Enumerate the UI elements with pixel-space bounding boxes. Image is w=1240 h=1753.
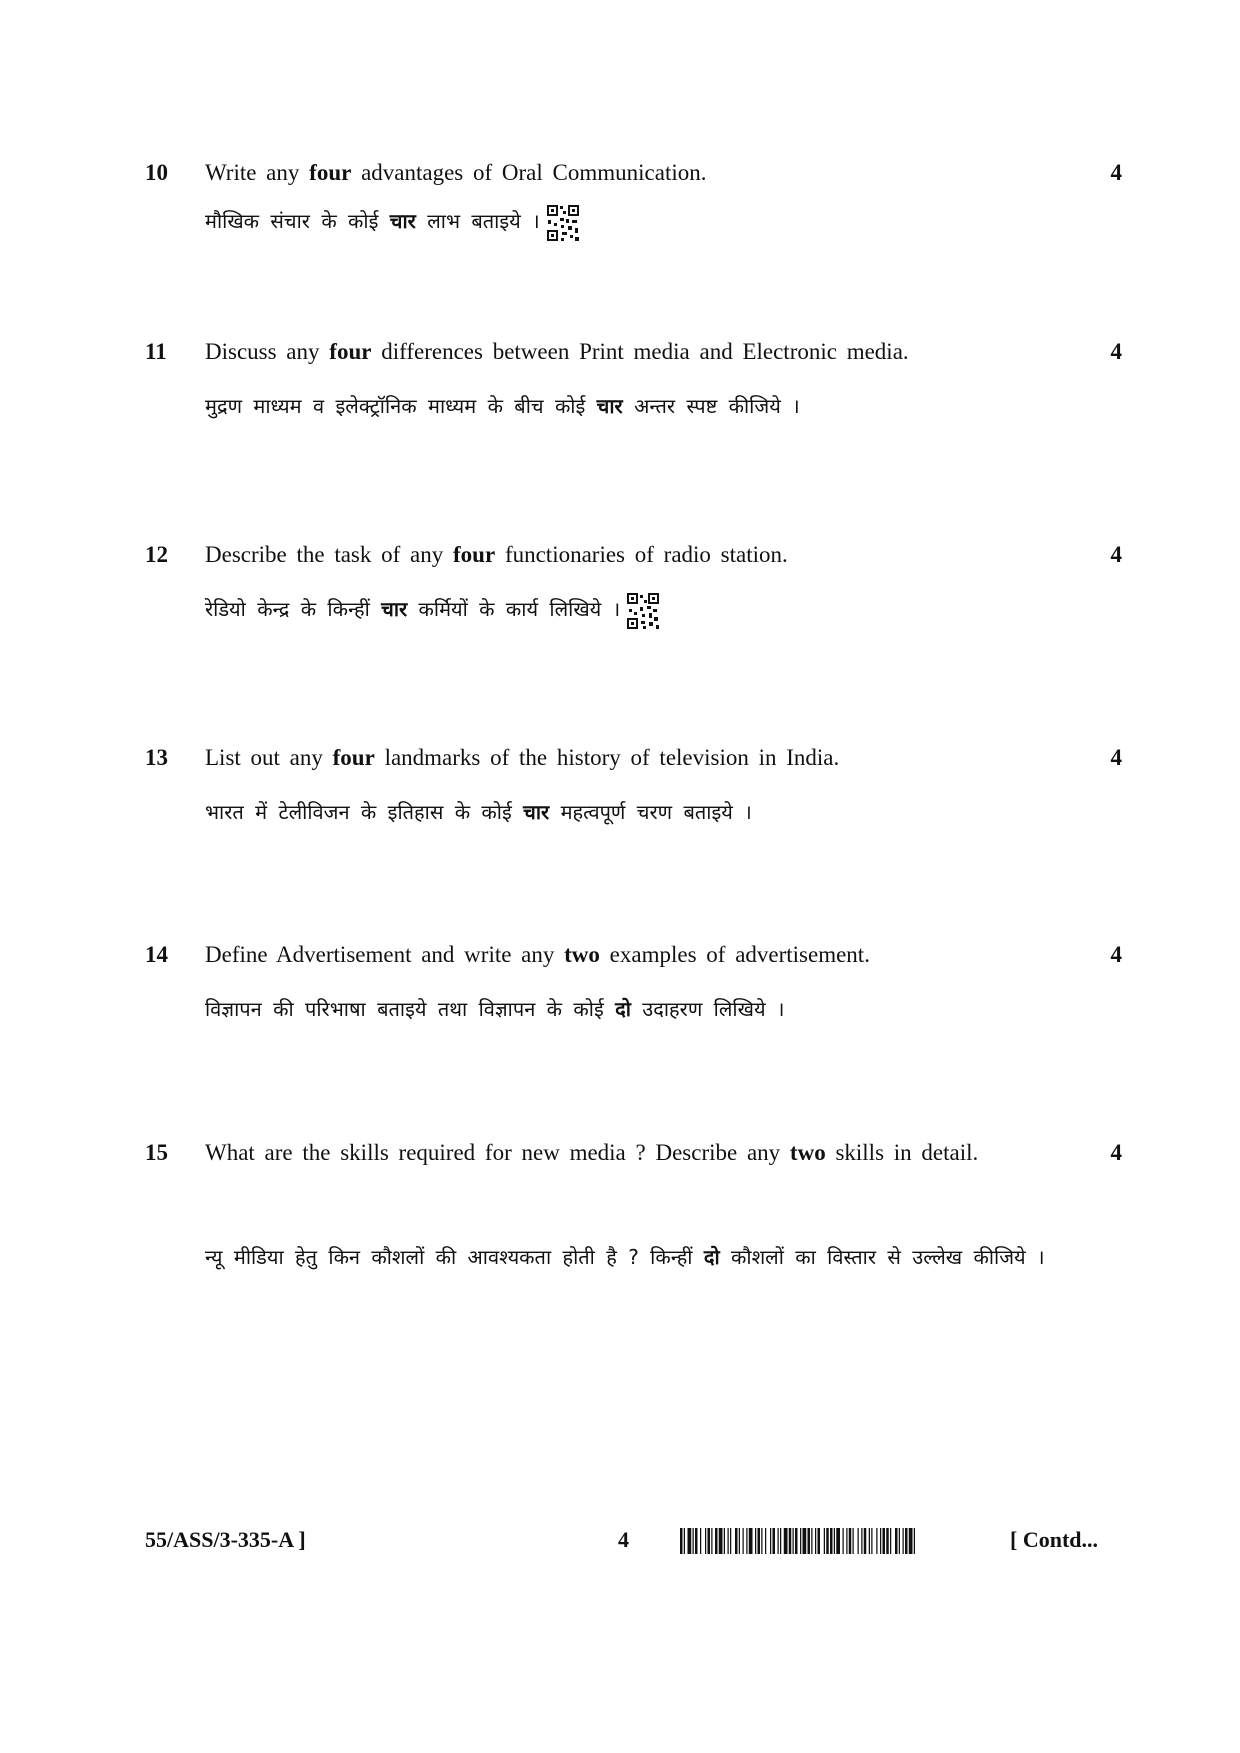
barcode-bar [853,1528,854,1554]
question-text-hindi: रेडियो केन्द्र के किन्हीं चार कर्मियों के कार्य लिखिये । [205,587,1085,631]
question-text-english: Write any four advantages of Oral Communication. [205,160,707,185]
barcode-bar [858,1528,859,1554]
marks: 4 [1110,1140,1122,1165]
barcode-bar [688,1528,692,1554]
question-text-hindi: भारत में टेलीविजन के इतिहास के कोई चार महत्वपूर्ण चरण बताइये । [205,800,752,824]
barcode-bar [795,1528,798,1554]
barcode-bar [886,1528,889,1554]
barcode-bar [778,1528,779,1554]
paper-code: 55/ASS/3-335-A ] [145,1527,306,1552]
barcode-bar [693,1528,694,1554]
barcode-bar [719,1528,723,1554]
barcode [680,1528,990,1554]
question-number: 14 [145,942,168,967]
barcode-bar [735,1528,738,1554]
barcode-bar [808,1528,811,1554]
barcode-bar [749,1528,753,1554]
barcode-bar [793,1528,794,1554]
marks: 4 [1110,160,1122,185]
barcode-bar [789,1528,792,1554]
barcode-bar [883,1528,886,1554]
barcode-bar [755,1528,756,1554]
page-number: 4 [618,1527,629,1552]
barcode-bar [895,1528,898,1554]
barcode-bar [770,1528,771,1554]
barcode-bar [871,1528,872,1554]
barcode-bar [803,1528,807,1554]
barcode-bar [773,1528,776,1554]
barcode-bar [743,1528,744,1554]
barcode-bar [684,1528,685,1554]
barcode-bar [914,1528,915,1554]
barcode-bar [909,1528,913,1554]
question-number: 10 [145,160,168,185]
qr-code-icon [626,592,660,630]
question-text-hindi: न्यू मीडिया हेतु किन कौशलों की आवश्यकता होती है ? किन्हीं दो कौशलों का विस्तार से उल्लेख कीजिये । [205,1245,1045,1269]
barcode-bar [899,1528,900,1554]
barcode-bar [739,1528,740,1554]
barcode-bar [826,1528,829,1554]
barcode-bar [836,1528,840,1554]
marks: 4 [1110,745,1122,770]
barcode-bar [695,1528,698,1554]
barcode-bar [746,1528,747,1554]
barcode-bar [903,1528,904,1554]
question-text-hindi: विज्ञापन की परिभाषा बताइये तथा विज्ञापन के कोई दो उदाहरण लिखिये । [205,997,785,1021]
barcode-bar [880,1528,881,1554]
barcode-bar [818,1528,821,1554]
barcode-bar [765,1528,766,1554]
barcode-bar [834,1528,835,1554]
qr-code-icon [546,204,580,242]
barcode-bar [784,1528,788,1554]
barcode-bar [890,1528,891,1554]
marks: 4 [1110,339,1122,364]
marks: 4 [1110,542,1122,567]
barcode-bar [876,1528,877,1554]
barcode-bar [811,1528,812,1554]
barcode-bar [861,1528,862,1554]
barcode-bar [905,1528,908,1554]
question-number: 11 [145,339,167,364]
barcode-bar [830,1528,833,1554]
barcode-bar [849,1528,852,1554]
marks: 4 [1110,942,1122,967]
question-text-english: What are the skills required for new media ? Describe any two skills in detail. [205,1140,979,1165]
question-number: 12 [145,542,168,567]
barcode-bar [846,1528,847,1554]
barcode-bar [824,1528,825,1554]
continued-label: [ Contd... [1010,1527,1099,1552]
question-text-english: Discuss any four differences between Print media and Electronic media. [205,339,909,364]
question-text-hindi: मुद्रण माध्यम व इलेक्ट्रॉनिक माध्यम के बीच कोई चार अन्तर स्पष्ट कीजिये । [205,394,800,418]
barcode-bar [843,1528,844,1554]
barcode-bar [680,1528,683,1554]
barcode-bar [758,1528,761,1554]
page-footer [0,1522,1240,1562]
barcode-bar [800,1528,801,1554]
barcode-bar [864,1528,867,1554]
barcode-bar [715,1528,718,1554]
barcode-bar [780,1528,781,1554]
question-text-english: Define Advertisement and write any two examples of advertisement. [205,942,870,967]
barcode-bar [730,1528,731,1554]
barcode-bar [869,1528,870,1554]
barcode-bar [700,1528,701,1554]
question-number: 13 [145,745,168,770]
question-number: 15 [145,1140,168,1165]
question-text-hindi: मौखिक संचार के कोई चार लाभ बताइये । [205,199,1085,243]
barcode-bar [815,1528,816,1554]
question-text-english: List out any four landmarks of the history of television in India. [205,745,840,770]
question-text-english: Describe the task of any four functionaries of radio station. [205,542,788,567]
barcode-bar [728,1528,729,1554]
barcode-bar [724,1528,725,1554]
barcode-bar [711,1528,712,1554]
barcode-bar [708,1528,711,1554]
barcode-bar [761,1528,762,1554]
barcode-bar [705,1528,706,1554]
